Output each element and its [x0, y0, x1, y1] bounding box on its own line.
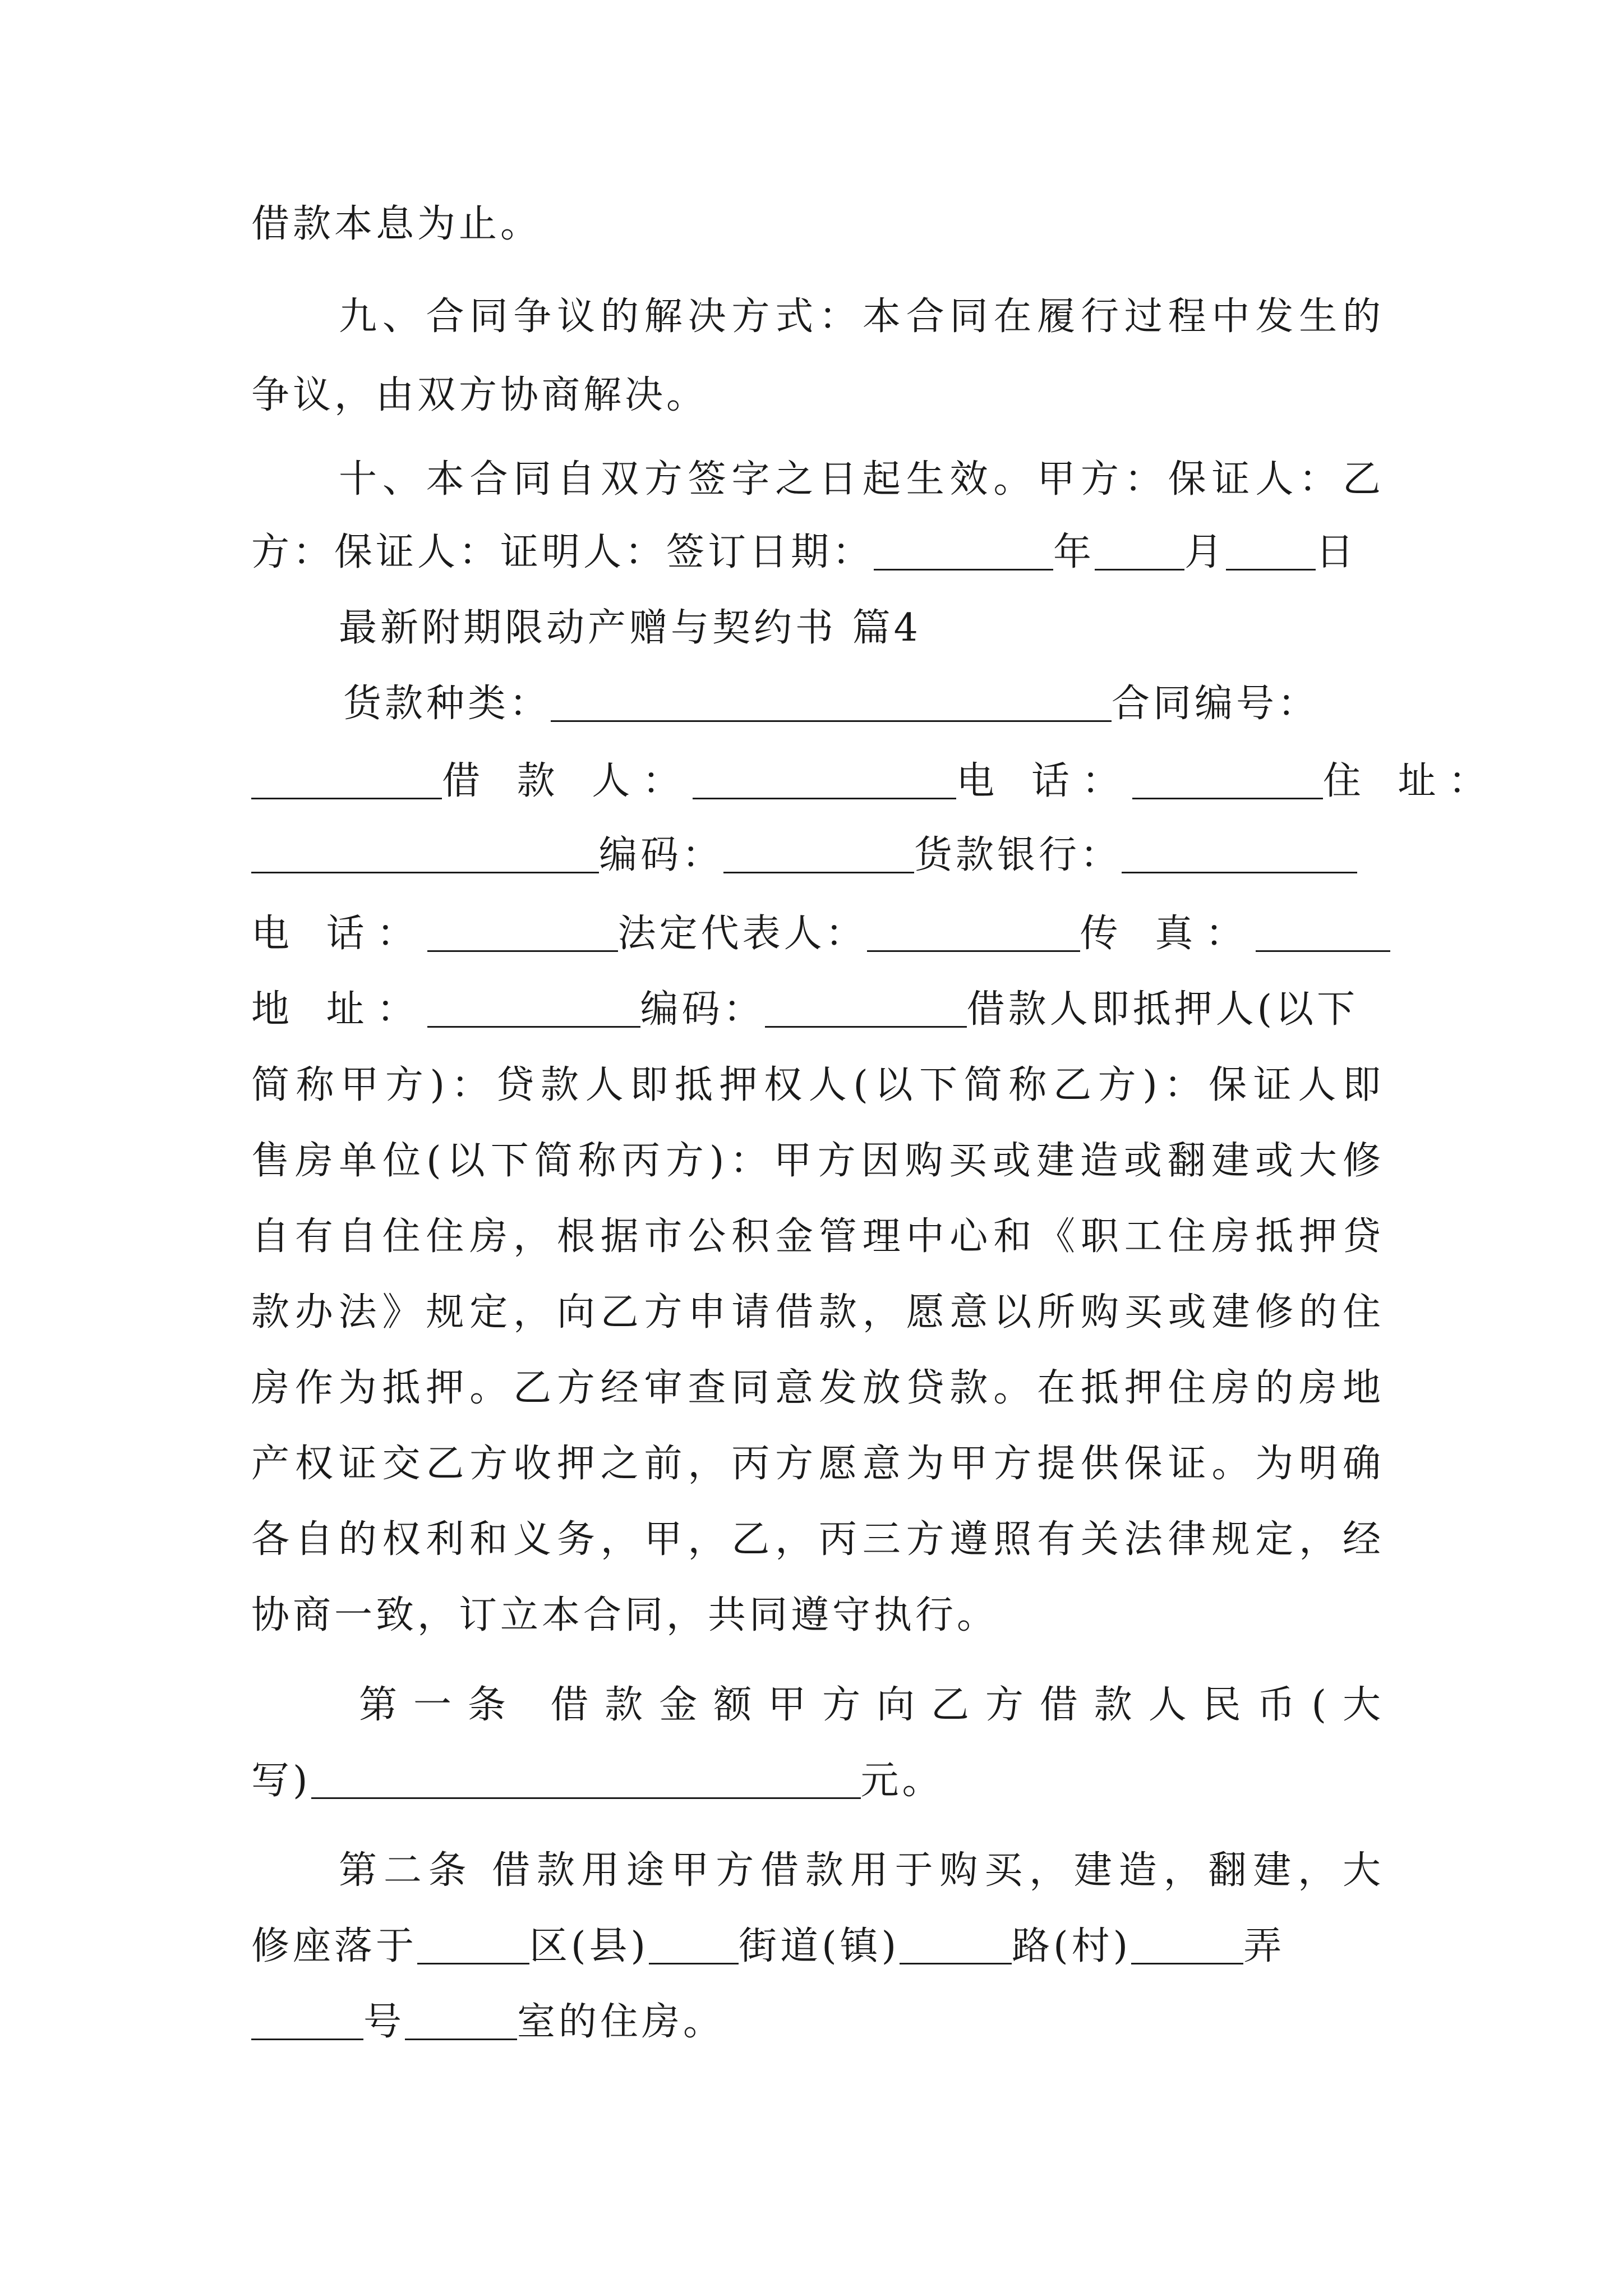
lending-bank-label: 货款银行： — [914, 833, 1122, 877]
legal-rep-blank — [867, 911, 1080, 952]
street-label: 街道(镇) — [739, 1924, 900, 1968]
month-blank — [1095, 530, 1184, 570]
preamble-line-2: 售房单位(以下简称丙方)：甲方因购买或建造或翻建或大修 — [251, 1139, 1384, 1183]
fax-blank — [1256, 911, 1390, 952]
preamble-line-6: 产权证交乙方收押之前，丙方愿意为甲方提供保证。为明确 — [251, 1442, 1384, 1486]
address-label-1: 住 址： — [1322, 759, 1499, 803]
month-label: 月 — [1184, 530, 1227, 574]
road-label: 路(村) — [1012, 1924, 1132, 1968]
year-label: 年 — [1053, 530, 1095, 574]
article-1-line-2 — [251, 1750, 1384, 1812]
room-label: 室的住房。 — [517, 2000, 725, 2044]
article-2-line-1: 第二条 借款用途甲方借款用于购买，建造，翻建，大 — [339, 1848, 1384, 1893]
phone-blank-2 — [427, 911, 618, 952]
day-blank — [1226, 530, 1316, 570]
loan-type-label: 货款种类： — [343, 682, 551, 726]
header-row-3 — [251, 825, 1384, 886]
address-blank-1 — [251, 832, 599, 873]
clause-9-line-1: 九、合同争议的解决方式：本合同在履行过程中发生的 — [339, 295, 1384, 339]
postcode-label-2: 编码： — [640, 987, 765, 1032]
phone-label-1: 电 话： — [956, 759, 1132, 803]
address-label-2: 地 址： — [251, 987, 427, 1032]
section-title: 最新附期限动产赠与契约书 篇4 — [339, 606, 921, 650]
preamble-line-4: 款办法》规定，向乙方申请借款，愿意以所购买或建修的住 — [251, 1290, 1384, 1335]
loan-type-blank — [551, 681, 1112, 722]
preamble-line-3: 自有自住住房，根据市公积金管理中心和《职工住房抵押贷 — [251, 1214, 1384, 1259]
number-blank — [251, 1999, 363, 2040]
lane-blank — [1131, 1924, 1243, 1964]
phone-blank-1 — [1132, 758, 1323, 799]
amount-blank — [311, 1758, 861, 1799]
lending-bank-blank — [1122, 832, 1357, 873]
year-blank — [874, 530, 1053, 570]
room-blank — [405, 1999, 517, 2040]
article-1-line-1: 第一条 借款金额甲方向乙方借款人民币(大 — [359, 1683, 1384, 1727]
preamble-line-1: 简称甲方)：贷款人即抵押权人(以下简称乙方)：保证人即 — [251, 1063, 1384, 1107]
yuan-label: 元。 — [860, 1759, 944, 1803]
header-row-5 — [251, 979, 1384, 1041]
header-row-2 — [251, 751, 1499, 812]
postcode-blank-2 — [765, 987, 967, 1028]
sign-date-label: 方：保证人：证明人：签订日期： — [251, 530, 874, 574]
clause-10-line-1: 十、本合同自双方签字之日起生效。甲方：保证人：乙 — [339, 457, 1384, 501]
legal-rep-label: 法定代表人： — [617, 912, 867, 956]
lane-label: 弄 — [1243, 1924, 1285, 1968]
postcode-blank-1 — [723, 832, 914, 873]
header-row-4 — [251, 903, 1384, 965]
paragraph-end: 借款本息为止。 — [251, 202, 542, 246]
phone-label-2: 电 话： — [251, 912, 427, 956]
article-2-line-3 — [251, 1991, 1384, 2053]
contract-no-blank — [251, 758, 442, 799]
clause-9-line-2: 争议，由双方协商解决。 — [251, 373, 708, 417]
district-blank — [417, 1924, 529, 1964]
contract-no-label: 合同编号： — [1112, 682, 1320, 726]
amount-uppercase-label: 写) — [251, 1759, 311, 1803]
road-blank — [900, 1924, 1012, 1964]
borrower-label: 借 款 人： — [442, 759, 693, 803]
number-label: 号 — [363, 2000, 405, 2044]
located-at-label: 修座落于 — [251, 1924, 418, 1968]
borrower-blank — [693, 758, 956, 799]
preamble-line-7: 各自的权利和义务，甲，乙，丙三方遵照有关法律规定，经 — [251, 1517, 1384, 1562]
district-label: 区(县) — [529, 1924, 649, 1968]
day-label: 日 — [1316, 530, 1358, 574]
preamble-line-5: 房作为抵押。乙方经审查同意发放贷款。在抵押住房的房地 — [251, 1366, 1384, 1410]
article-2-line-2 — [251, 1916, 1384, 1977]
preamble-line-8: 协商一致，订立本合同，共同遵守执行。 — [251, 1593, 999, 1637]
postcode-label-1: 编码： — [599, 833, 724, 877]
street-blank — [649, 1924, 739, 1964]
clause-10-line-2 — [251, 522, 1384, 583]
header-row-1 — [343, 673, 1384, 735]
address-blank-2 — [427, 987, 640, 1028]
borrower-mortgagor-label: 借款人即抵押人(以下 — [966, 987, 1359, 1032]
fax-label: 传 真： — [1080, 912, 1256, 956]
